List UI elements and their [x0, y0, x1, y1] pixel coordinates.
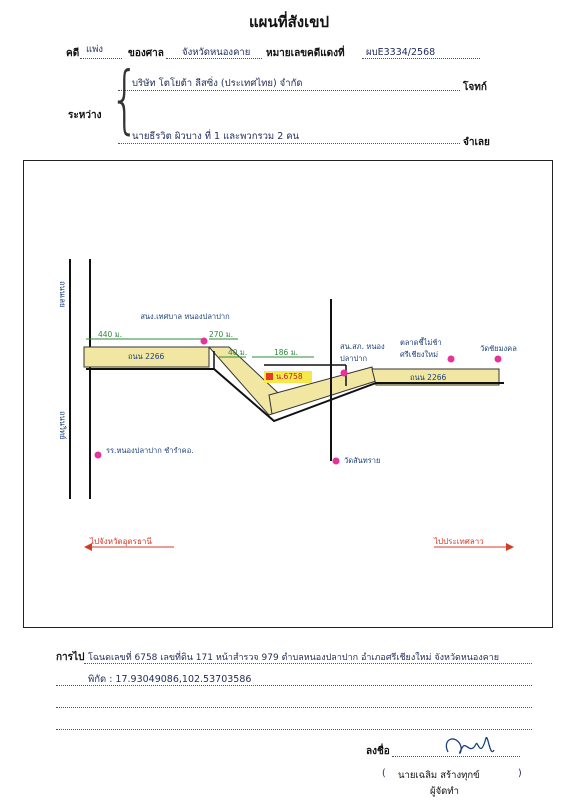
pin-tessaban [201, 338, 208, 345]
road-left-bottom-label: ถนนวิทย์ [58, 411, 67, 440]
pin-temple-bottom [333, 458, 340, 465]
defendant-label: จำเลย [463, 137, 490, 148]
court-label: ของศาล [128, 48, 164, 59]
signer-role: ผู้จัดทำ [430, 786, 459, 797]
distance-40: 40 ม. [228, 348, 248, 357]
sketch-map [23, 160, 553, 628]
signer-name: นายเฉลิม สร้างทุกข์ [398, 770, 480, 781]
distance-440: 440 ม. [98, 330, 123, 339]
sign-label: ลงชื่อ [366, 746, 390, 757]
case-type: แพ่ง [86, 44, 104, 55]
red-case-number: ผบE3334/2568 [366, 47, 436, 58]
place-market: ตลาดชี้ไม่ช้า ศรีเชียงใหม่ [400, 338, 442, 359]
coordinates: พิกัด : 17.93049086,102.53703586 [88, 674, 252, 685]
brace: { [110, 55, 140, 143]
case-label: คดี [66, 48, 80, 59]
target-label: น.6758 [276, 372, 303, 381]
pin-school [95, 452, 102, 459]
place-temple-right: วัดชัยมงคล [480, 344, 517, 353]
place-school: รร.หนองปลาปาก ชำรำคอ. [106, 446, 194, 455]
road-main-left-label: ถนน 2266 [128, 352, 165, 361]
close-paren: ) [518, 768, 522, 779]
place-tessaban: สนง.เทศบาล หนองปลาปาก [140, 312, 230, 321]
defendant-name: นายธีรวิต ผิวบาง ที่ 1 และพวกรวม 2 คน [132, 131, 300, 142]
pin-police [341, 370, 348, 377]
road-left-top-label: ถนนเลย [58, 281, 67, 308]
map-drawing [24, 161, 554, 629]
place-temple-bottom: วัดสันทราย [344, 456, 381, 465]
signature [440, 730, 500, 764]
court-name: จังหวัดหนองคาย [182, 47, 251, 58]
goto-label: การไป [56, 652, 85, 663]
distance-186: 186 ม. [274, 348, 299, 357]
goto-text: โฉนดเลขที่ 6758 เลขที่ดิน 171 หน้าสำรวจ 979 ตำบลหนองปลาปาก อำเภอศรีเชียงใหม่ จังหวัดหนองคาย [88, 653, 500, 663]
target-marker [266, 373, 273, 380]
direction-left-label: ไปจังหวัดอุดรธานี [90, 537, 152, 546]
plaintiff-label: โจทก์ [463, 82, 487, 93]
road-main-right-label: ถนน 2266 [410, 373, 447, 382]
direction-right-label: ไปประเทศลาว [434, 537, 484, 546]
pin-temple-right [495, 356, 502, 363]
left-road [70, 259, 90, 499]
red-case-label: หมายเลขคดีแดงที่ [266, 48, 345, 59]
distance-270: 270 ม. [209, 330, 234, 339]
between-label: ระหว่าง [68, 110, 102, 121]
open-paren: ( [382, 768, 386, 779]
page-title: แผนที่สังเขป [249, 13, 329, 31]
place-police: สน.สภ. หนองปลาปาก [340, 342, 385, 363]
plaintiff-name: บริษัท โตโยต้า ลีสซิ่ง (ประเทศไทย) จำกัด [132, 78, 303, 89]
